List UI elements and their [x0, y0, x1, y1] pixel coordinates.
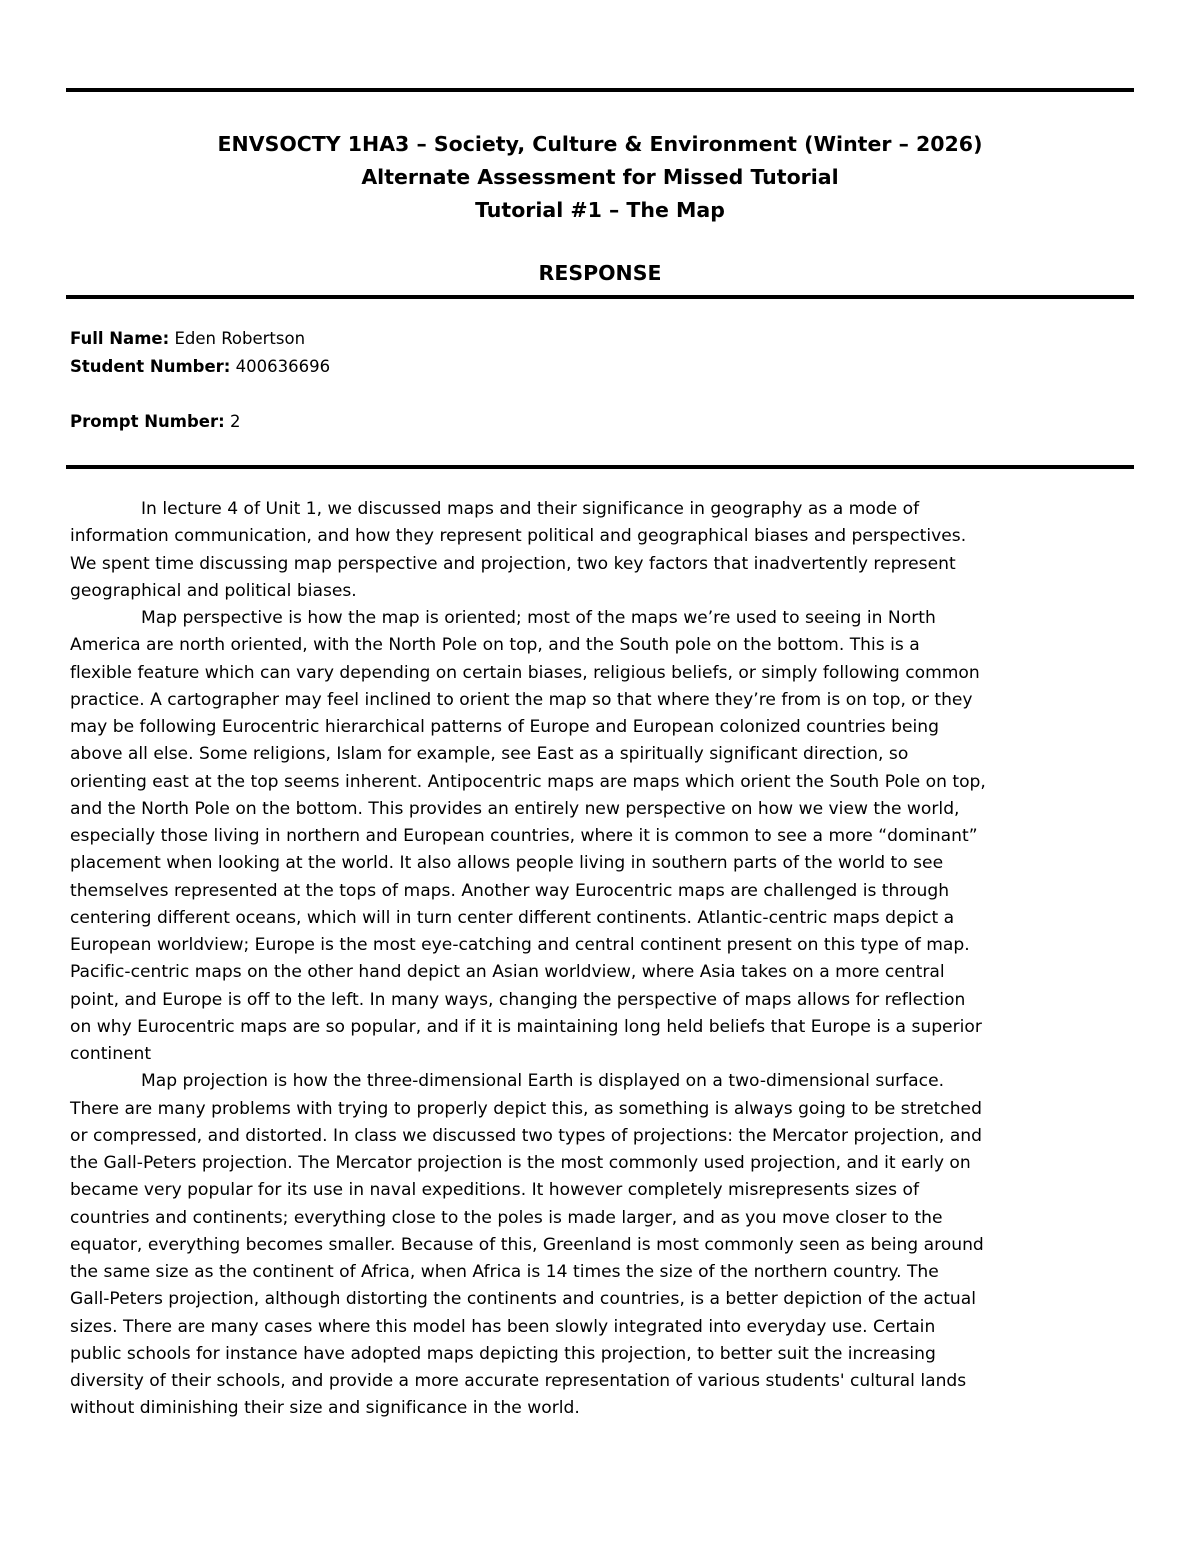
essay-line: flexible feature which can vary depending on certain biases, religious beliefs, or simply following common — [70, 662, 980, 683]
essay-line: public schools for instance have adopted maps depicting this projection, to better suit the increasing — [70, 1343, 936, 1364]
essay-line: geographical and political biases. — [70, 580, 357, 601]
essay-line: countries and continents; everything close to the poles is made larger, and as you move closer to the — [70, 1207, 943, 1228]
essay-line: European worldview; Europe is the most eye-catching and central continent present on this type of map. — [70, 935, 970, 955]
prompt-number-row — [70, 408, 330, 436]
prompt-number-label: Prompt Number: — [70, 411, 225, 431]
essay-line: Pacific-centric maps on the other hand depict an Asian worldview, where Asia takes on a more central — [70, 962, 945, 983]
essay-line: sizes. There are many cases where this model has been slowly integrated into everyday use. Certain — [70, 1316, 936, 1337]
assessment-subtitle: Alternate Assessment for Missed Tutorial — [361, 165, 839, 189]
essay-line: diversity of their schools, and provide a more accurate representation of various students' cultural lands — [70, 1371, 967, 1391]
essay-line: themselves represented at the tops of maps. Another way Eurocentric maps are challenged is through — [70, 880, 950, 901]
essay-line: information communication, and how they represent political and geographical biases and perspectives. — [70, 526, 967, 547]
essay-line: continent — [70, 1044, 152, 1064]
header-divider — [66, 295, 1134, 299]
student-number-row — [70, 353, 330, 381]
student-info — [70, 325, 330, 435]
tutorial-title: Tutorial #1 – The Map — [475, 198, 725, 222]
course-title: ENVSOCTY 1HA3 – Society, Culture & Environment (Winter – 2026) — [217, 132, 983, 156]
prompt-number-value: 2 — [229, 411, 241, 431]
essay-line: point, and Europe is off to the left. In many ways, changing the perspective of maps allows for reflection — [70, 989, 966, 1010]
essay-line: equator, everything becomes smaller. Because of this, Greenland is most commonly seen as being around — [70, 1234, 984, 1255]
full-name-label: Full Name: — [70, 329, 170, 348]
essay-line: In lecture 4 of Unit 1, we discussed maps and their significance in geography as a mode of — [141, 499, 920, 519]
section-heading: RESPONSE — [538, 261, 662, 285]
student-number-label: Student Number: — [70, 356, 231, 376]
top-divider — [66, 88, 1134, 92]
essay-line: may be following Eurocentric hierarchical patterns of Europe and European colonized countries being — [70, 717, 939, 737]
essay-line: placement when looking at the world. It also allows people living in southern parts of the world to see — [70, 853, 944, 874]
essay-line: became very popular for its use in naval expeditions. It however completely misrepresents sizes of — [70, 1180, 919, 1201]
essay-line: Map perspective is how the map is oriented; most of the maps we’re used to seeing in North — [141, 608, 936, 628]
info-divider — [66, 465, 1134, 469]
document-header — [66, 128, 1134, 290]
essay-line: especially those living in northern and European countries, where it is common to see a more “dominant” — [70, 826, 978, 846]
essay-line: There are many problems with trying to properly depict this, as something is always going to be stretched — [70, 1098, 982, 1119]
essay-line: America are north oriented, with the North Pole on top, and the South pole on the bottom. This is a — [70, 635, 920, 656]
student-number-value: 400636696 — [235, 356, 331, 376]
full-name-value: Eden Robertson — [174, 329, 306, 348]
essay-line: or compressed, and distorted. In class we discussed two types of projections: the Mercator projection, and — [70, 1125, 983, 1146]
essay-line: without diminishing their size and significance in the world. — [70, 1398, 580, 1419]
essay-line: We spent time discussing map perspective and projection, two key factors that inadvertently represent — [70, 553, 956, 574]
essay-line: the same size as the continent of Africa, when Africa is 14 times the size of the northern country. The — [70, 1262, 939, 1282]
essay-line: Gall-Peters projection, although distorting the continents and countries, is a better depiction of the actual — [70, 1289, 977, 1310]
full-name-row — [70, 325, 330, 353]
essay-line: practice. A cartographer may feel inclined to orient the map so that where they’re from is on top, or they — [70, 689, 973, 710]
essay-line: the Gall-Peters projection. The Mercator projection is the most commonly used projection, and it early on — [70, 1153, 971, 1173]
essay-line: Map projection is how the three-dimensional Earth is displayed on a two-dimensional surface. — [141, 1071, 945, 1092]
essay-body — [70, 496, 1130, 1423]
essay-line: on why Eurocentric maps are so popular, and if it is maintaining long held beliefs that Europe is a superior — [70, 1016, 982, 1037]
essay-line: centering different oceans, which will in turn center different continents. Atlantic-centric maps depict a — [70, 907, 955, 928]
essay-line: above all else. Some religions, Islam for example, see East as a spiritually significant direction, so — [70, 744, 909, 765]
essay-line: orienting east at the top seems inherent. Antipocentric maps are maps which orient the South Pole on top, — [70, 771, 986, 792]
essay-line: and the North Pole on the bottom. This provides an entirely new perspective on how we view the world, — [70, 798, 960, 819]
